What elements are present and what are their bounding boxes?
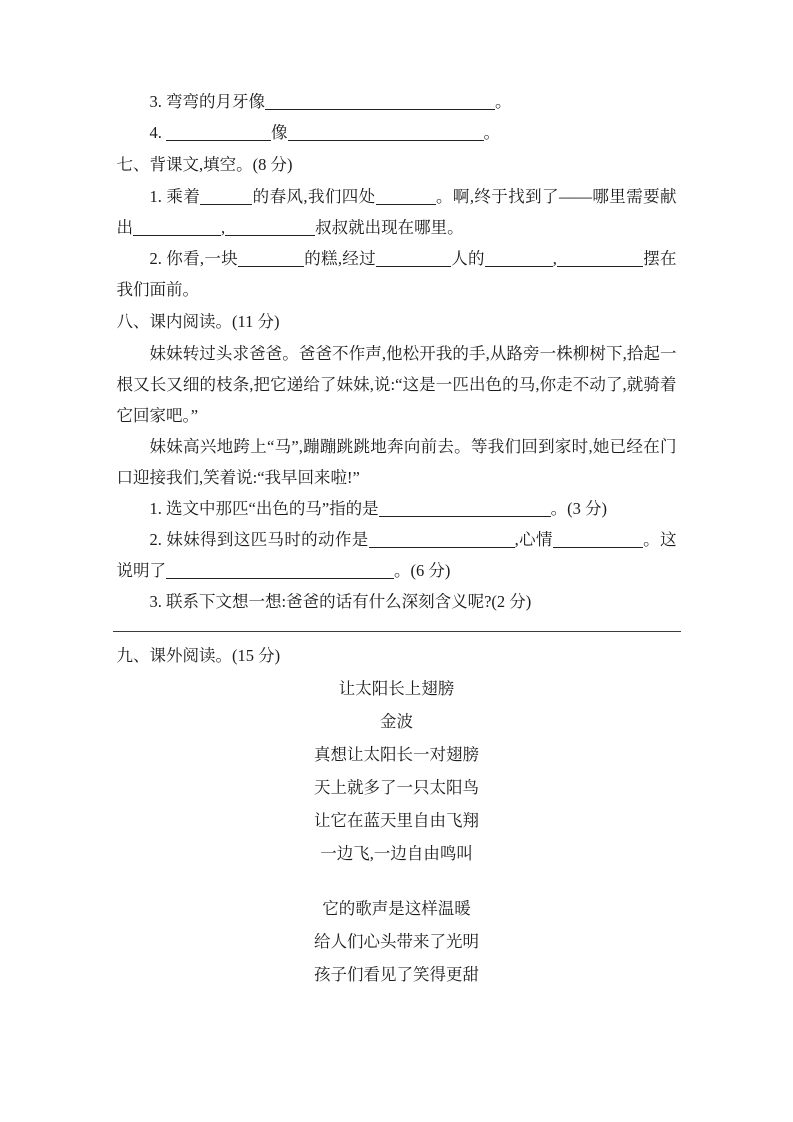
fill-in-blank [133, 219, 221, 236]
fill-in-blank [376, 188, 436, 205]
text-segment: 人的 [450, 249, 485, 268]
text-segment: 。啊,终于找到了——哪里需要献出 [116, 187, 677, 237]
poem-title [117, 672, 677, 705]
text-segment: 叔叔就出现在哪里。 [315, 218, 464, 237]
fill-in-blank [288, 124, 484, 141]
fill-in-blank [166, 124, 271, 141]
stanza-gap [117, 870, 677, 892]
document-body [117, 0, 677, 991]
text-segment: 2. 妹妹得到这匹马时的动作是 [149, 530, 369, 549]
fill-in-blank [376, 250, 451, 267]
text-segment: 一边飞,一边自由鸣叫 [320, 844, 473, 863]
text-segment: , [221, 218, 226, 237]
poem-line-4 [117, 837, 677, 870]
passage-paragraph-1 [117, 338, 677, 431]
section-8-heading [117, 305, 677, 338]
text-segment: 4. [149, 123, 166, 142]
poem-line-2 [117, 771, 677, 804]
fill-in-blank [166, 562, 394, 579]
fill-in-blank [485, 250, 553, 267]
fill-item-3 [117, 86, 677, 117]
text-segment: 1. 乘着 [149, 187, 201, 206]
question-8-2 [117, 524, 677, 586]
poem-line-3 [117, 804, 677, 837]
text-segment: 给人们心头带来了光明 [314, 932, 479, 951]
fill-in-blank [265, 93, 495, 110]
text-segment: 。 [495, 92, 512, 111]
poem-author [117, 705, 677, 738]
fill-in-blank [557, 250, 643, 267]
text-segment: 。(3 分) [550, 499, 608, 518]
question-7-1 [117, 181, 677, 243]
question-8-3 [117, 586, 677, 617]
text-segment: 的春风,我们四处 [252, 187, 376, 206]
poem-line-1 [117, 738, 677, 771]
fill-item-4 [117, 117, 677, 148]
section-9-heading [117, 639, 677, 672]
fill-in-blank [379, 500, 551, 517]
text-segment: 它的歌声是这样温暖 [322, 899, 471, 918]
fill-in-blank [200, 188, 252, 205]
section-divider [113, 631, 681, 632]
question-7-2 [117, 243, 677, 305]
text-segment: 。 [483, 123, 500, 142]
poem-line-5 [117, 892, 677, 925]
text-segment: 妹妹转过头求爸爸。爸爸不作声,他松开我的手,从路旁一株柳树下,拾起一根又长又细的枝条,把它递给了妹妹,说:“这是一匹出色的马,你走不动了,就骑着它回家吧。” [116, 344, 677, 425]
text-segment: , [552, 249, 557, 268]
fill-in-blank [369, 531, 515, 548]
poem-line-6 [117, 925, 677, 958]
text-segment: 让它在蓝天里自由飞翔 [314, 811, 479, 830]
text-segment: 让太阳长上翅膀 [338, 679, 455, 698]
fill-in-blank [238, 250, 304, 267]
text-segment: 3. 联系下文想一想:爸爸的话有什么深刻含义呢?(2 分) [149, 592, 532, 611]
text-segment: 金波 [380, 712, 413, 731]
text-segment: 。这说明了 [116, 530, 677, 580]
text-segment: 八、课内阅读。(11 分) [116, 312, 280, 331]
text-segment: 孩子们看见了笑得更甜 [314, 965, 479, 984]
text-segment: 妹妹高兴地跨上“马”,蹦蹦跳跳地奔向前去。等我们回到家时,她已经在门口迎接我们,笑着说:“我早回来啦!” [116, 437, 677, 487]
text-segment: 2. 你看,一块 [149, 249, 238, 268]
fill-in-blank [225, 219, 315, 236]
text-segment: 真想让太阳长一对翅膀 [314, 745, 479, 764]
question-8-1 [117, 493, 677, 524]
text-segment: 摆在我们面前。 [116, 249, 677, 299]
section-7-heading [117, 148, 677, 181]
poem-line-7 [117, 958, 677, 991]
text-segment: 九、课外阅读。(15 分) [116, 646, 281, 665]
text-segment: 像 [271, 123, 288, 142]
text-segment: 1. 选文中那匹“出色的马”指的是 [149, 499, 379, 518]
fill-in-blank [553, 531, 643, 548]
text-segment: 3. 弯弯的月牙像 [149, 92, 265, 111]
text-segment: 七、背课文,填空。(8 分) [116, 155, 293, 174]
text-segment: ,心情 [514, 530, 553, 549]
text-segment: 。(6 分) [394, 561, 451, 580]
text-segment: 天上就多了一只太阳鸟 [314, 778, 479, 797]
passage-paragraph-2 [117, 431, 677, 493]
text-segment: 的糕,经过 [303, 249, 376, 268]
